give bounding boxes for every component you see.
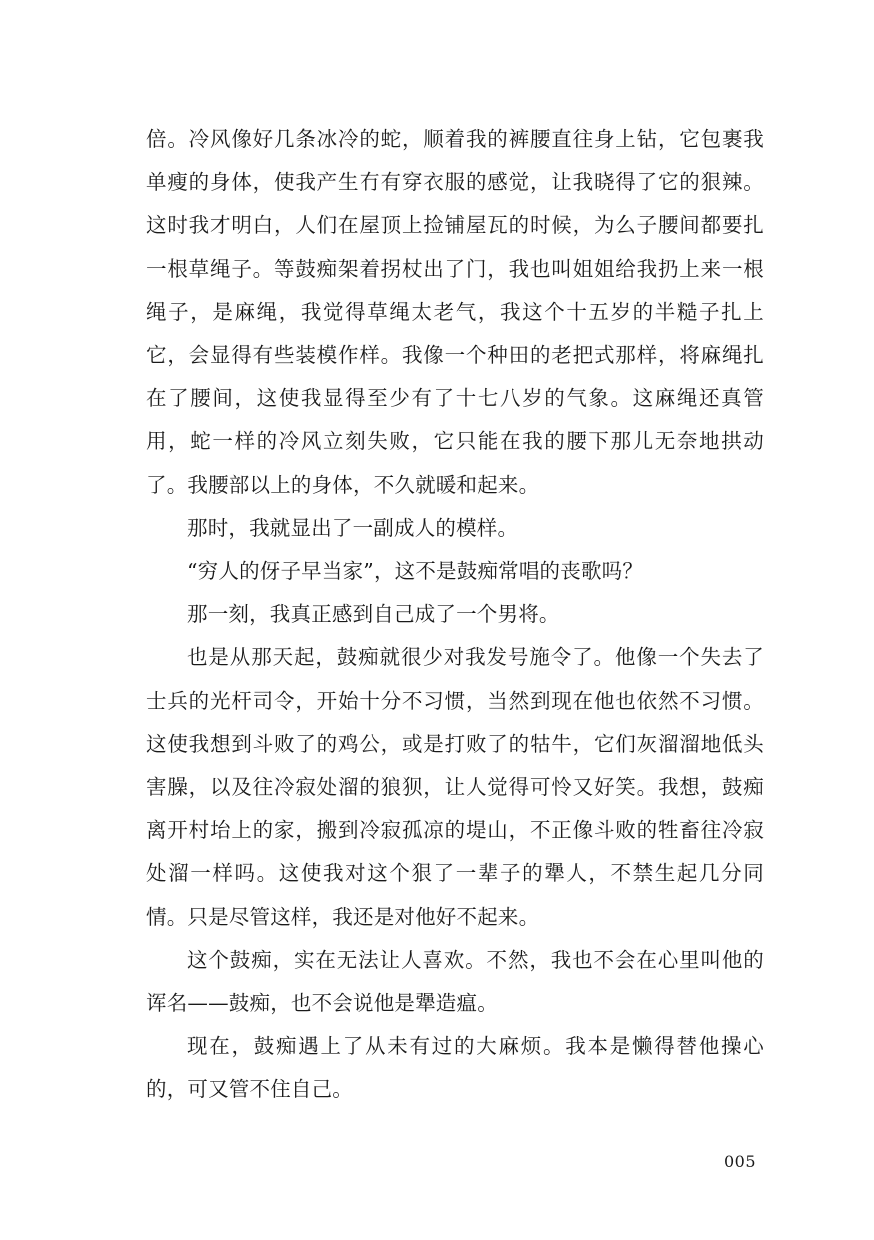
paragraph: 也是从那天起，鼓痴就很少对我发号施令了。他像一个失去了士兵的光杆司令，开始十分不习惯，当然到现在他也依然不习惯。这使我想到斗败了的鸡公，或是打败了的牯牛，它们灰溜溜地低头害臊，以及往冷寂处溜的狼狈，让人觉得可怜又好笑。我想，鼓痴离开村坮上的家，搬到冷寂孤凉的堤山，不正像斗败的牲畜往冷寂处溜一样吗。这使我对这个狠了一辈子的犟人，不禁生起几分同情。只是尽管这样，我还是对他好不起来。 xyxy=(146,645,764,929)
page-body xyxy=(146,118,764,1112)
paragraph-continuation: 倍。冷风像好几条冰冷的蛇，顺着我的裤腰直往身上钻，它包裹我单瘦的身体，使我产生冇有穿衣服的感觉，让我晓得了它的狠辣。这时我才明白，人们在屋顶上捡铺屋瓦的时候，为么子腰间都要扎一根草绳子。等鼓痴架着拐杖出了门，我也叫姐姐给我扔上来一根绳子，是麻绳，我觉得草绳太老气，我这个十五岁的半糙子扎上它，会显得有些装模作样。我像一个种田的老把式那样，将麻绳扎在了腰间，这使我显得至少有了十七八岁的气象。这麻绳还真管用，蛇一样的冷风立刻失败，它只能在我的腰下那儿无奈地拱动了。我腰部以上的身体，不久就暖和起来。 xyxy=(146,127,764,497)
paragraph: 现在，鼓痴遇上了从未有过的大麻烦。我本是懒得替他操心的，可又管不住自己。 xyxy=(146,1034,764,1102)
page-number: 005 xyxy=(723,1152,756,1171)
paragraph: 那时，我就显出了一副成人的模样。 xyxy=(187,515,519,540)
paragraph: “穷人的伢子早当家”，这不是鼓痴常唱的丧歌吗？ xyxy=(187,559,644,584)
paragraph: 这个鼓痴，实在无法让人喜欢。不然，我也不会在心里叫他的诨名——鼓痴，也不会说他是犟造瘟。 xyxy=(146,947,764,1016)
paragraph: 那一刻，我真正感到自己成了一个男将。 xyxy=(187,602,560,627)
